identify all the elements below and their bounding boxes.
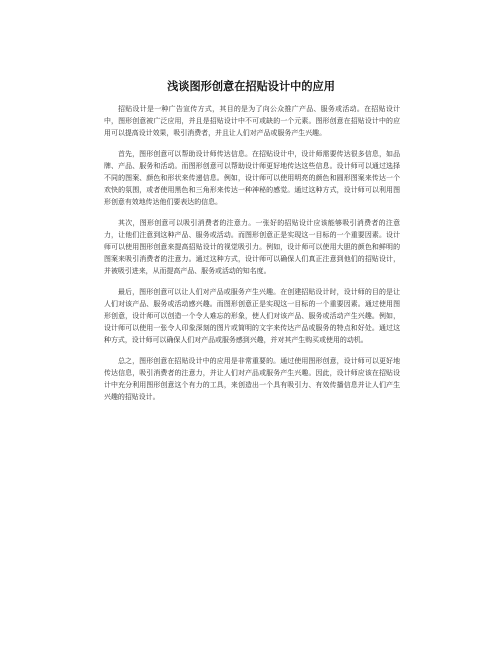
paragraph-1: 招贴设计是一种广告宣传方式，其目的是为了向公众推广产品、服务或活动。在招贴设计中，图形创意被广泛应用，并且是招贴设计中不可或缺的一个元素。图形创意在招贴设计中的应用可以提高设计效果，吸引消费者，并且让人们对产品或服务产生兴趣。 [104, 105, 400, 138]
paragraph-3: 其次，图形创意可以吸引消费者的注意力。一张好的招贴设计应该能够吸引消费者的注意力，让他们注意到这种产品、服务或活动。而图形创意正是实现这一目标的一个重要因素。设计师可以使用图形创意来提高招贴设计的视觉吸引力。例如，设计师可以使用大胆的颜色和鲜明的图案来吸引消费者的注意力。通过这种方式，设计师可以确保人们真正注意到他们的招贴设计，并被吸引进来，从而提高产品、服务或活动的知名度。 [104, 218, 400, 276]
paragraph-2: 首先，图形创意可以帮助设计师传达信息。在招贴设计中，设计师需要传达很多信息，如品牌、产品、服务和活动。而图形创意可以帮助设计师更好地传达这些信息。设计师可以通过选择不同的图案、颜色和形状来传递信息。例如，设计师可以使用明亮的颜色和圆形图案来传达一个欢快的氛围，或者使用黑色和三角形来传达一种神秘的感觉。通过这种方式，设计师可以利用图形创意有效地传达他们要表达的信息。 [104, 149, 400, 207]
document-title: 浅谈图形创意在招贴设计中的应用 [167, 80, 335, 93]
document-body [104, 103, 400, 411]
paragraph-4: 最后，图形创意可以让人们对产品或服务产生兴趣。在创建招贴设计时，设计师的目的是让人们对该产品、服务或活动感兴趣。而图形创意正是实现这一目标的一个重要因素。通过使用图形创意，设计师可以创造一个令人难忘的形象，使人们对该产品、服务或活动产生兴趣。例如，设计师可以使用一张令人印象深刻的图片或简明的文字来传达产品或服务的特点和好处。通过这种方式，设计师可以确保人们对产品或服务感到兴趣，并对其产生购买或使用的动机。 [104, 287, 400, 345]
paragraph-5: 总之，图形创意在招贴设计中的应用是非常重要的。通过使用图形创意，设计师可以更好地传达信息，吸引消费者的注意力，并让人们对产品或服务产生兴趣。因此，设计师应该在招贴设计中充分利用图形创意这个有力的工具，来创造出一个具有吸引力、有效传播信息并让人们产生兴趣的招贴设计。 [104, 356, 400, 402]
